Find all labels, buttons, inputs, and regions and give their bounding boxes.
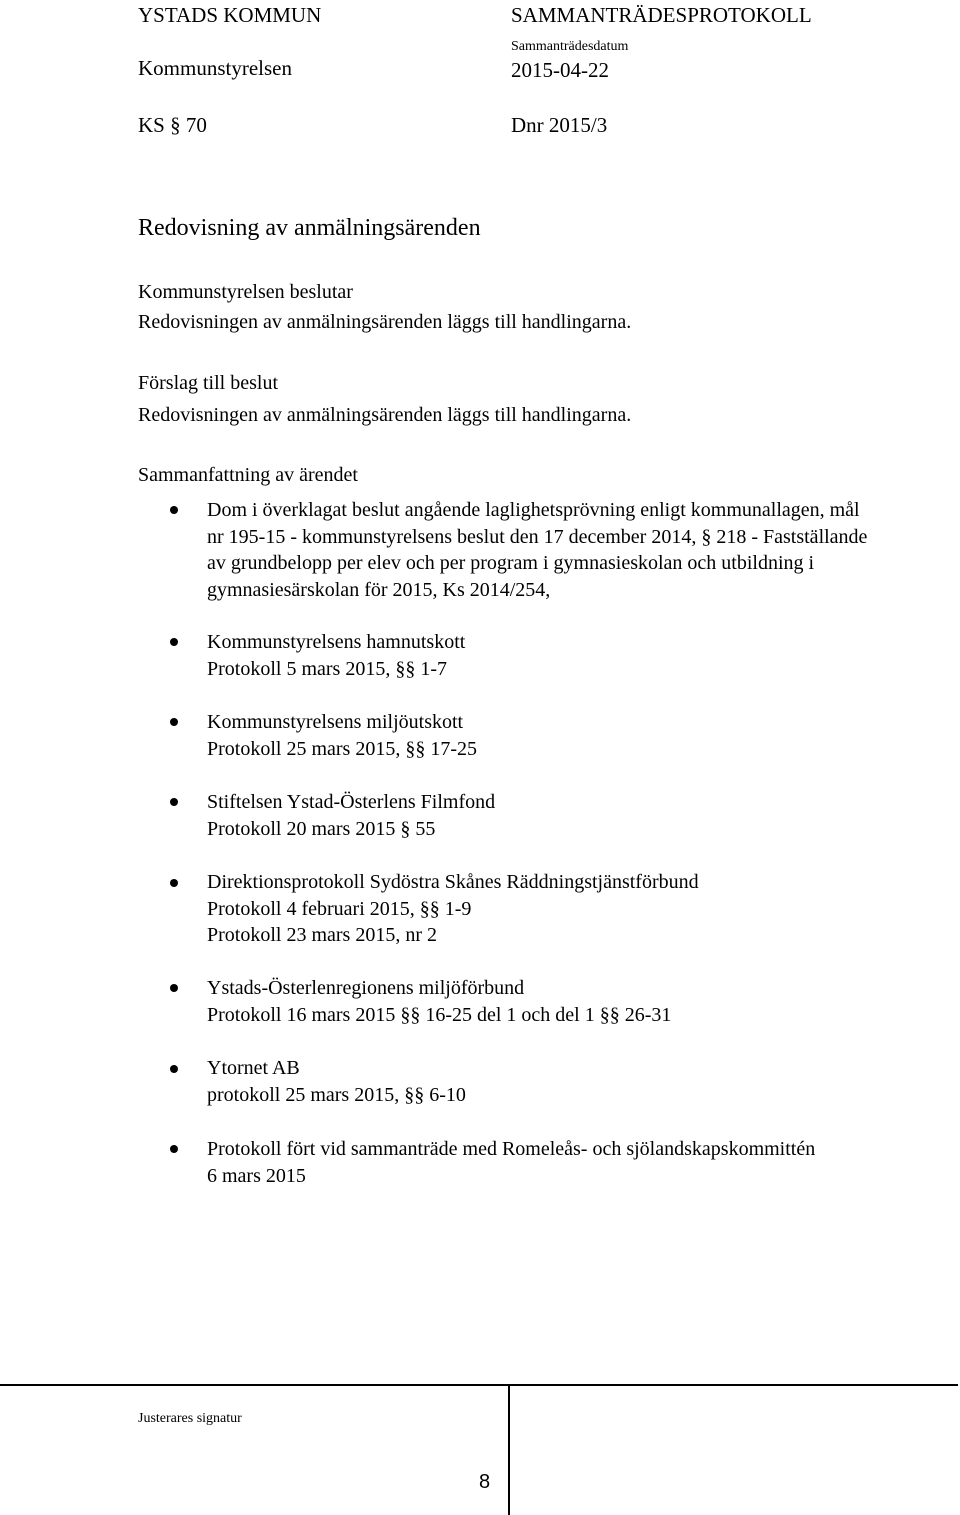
- proposal-heading: Förslag till beslut: [138, 372, 278, 394]
- list-item-line: Dom i överklagat beslut angående laglighetsprövning enligt kommunallagen, mål: [207, 499, 860, 521]
- decision-heading: Kommunstyrelsen beslutar: [138, 281, 353, 303]
- dnr-number: Dnr 2015/3: [511, 113, 608, 137]
- bullet-icon: [170, 638, 178, 646]
- date-label: Sammanträdesdatum: [511, 39, 629, 54]
- list-item-line: protokoll 25 mars 2015, §§ 6-10: [207, 1083, 466, 1106]
- decision-text: Redovisningen av anmälningsärenden läggs till handlingarna.: [138, 311, 632, 333]
- list-item: [207, 869, 957, 949]
- list-item-line: Protokoll 25 mars 2015, §§ 17-25: [207, 737, 477, 760]
- document-type: SAMMANTRÄDESPROTOKOLL: [511, 3, 812, 27]
- list-item-line: Protokoll 4 februari 2015, §§ 1-9: [207, 897, 472, 920]
- summary-heading: Sammanfattning av ärendet: [138, 464, 358, 486]
- signature-label: Justerares signatur: [138, 1411, 242, 1426]
- list-item-line: av grundbelopp per elev och per program i gymnasieskolan och utbildning i: [207, 552, 815, 574]
- list-item-line: nr 195-15 - kommunstyrelsens beslut den 17 december 2014, § 218 - Fastställande: [207, 525, 868, 548]
- list-item: [207, 789, 957, 842]
- page-title: Redovisning av anmälningsärenden: [138, 215, 481, 241]
- list-item-line: 6 mars 2015: [207, 1164, 306, 1187]
- list-item: [207, 975, 957, 1028]
- bullet-icon: [170, 506, 178, 514]
- list-item-line: Protokoll 23 mars 2015, nr 2: [207, 924, 437, 946]
- page-number: 8: [479, 1471, 491, 1493]
- list-item-line: Stiftelsen Ystad-Österlens Filmfond: [207, 791, 496, 813]
- list-item-line: gymnasiesärskolan för 2015, Ks 2014/254,: [207, 578, 551, 601]
- list-item: [207, 709, 957, 762]
- list-item-line: Direktionsprotokoll Sydöstra Skånes Räddningstjänstförbund: [207, 871, 699, 893]
- meeting-date: 2015-04-22: [511, 58, 609, 82]
- list-item-line: Protokoll fört vid sammanträde med Romeleås- och sjölandskapskommittén: [207, 1138, 816, 1160]
- board-name: Kommunstyrelsen: [138, 56, 292, 80]
- bullet-icon: [170, 1065, 178, 1073]
- bullet-icon: [170, 879, 178, 887]
- list-item-line: Protokoll 20 mars 2015 § 55: [207, 817, 436, 840]
- footer-vertical-divider: [508, 1384, 510, 1515]
- bullet-icon: [170, 1145, 178, 1153]
- bullet-icon: [170, 798, 178, 806]
- footer-divider: [0, 1384, 958, 1386]
- list-item-line: Ystads-Österlenregionens miljöförbund: [207, 977, 525, 999]
- list-item-line: Kommunstyrelsens miljöutskott: [207, 711, 464, 733]
- list-item-line: Ytornet AB: [207, 1057, 300, 1079]
- case-number: KS § 70: [138, 113, 207, 137]
- proposal-text: Redovisningen av anmälningsärenden läggs till handlingarna.: [138, 404, 632, 426]
- municipality-name: YSTADS KOMMUN: [138, 3, 322, 27]
- list-item-line: Protokoll 16 mars 2015 §§ 16-25 del 1 och del 1 §§ 26-31: [207, 1003, 672, 1026]
- list-item-line: Kommunstyrelsens hamnutskott: [207, 631, 466, 653]
- list-item: [207, 497, 957, 603]
- list-item: [207, 629, 957, 682]
- bullet-icon: [170, 718, 178, 726]
- list-item: [207, 1055, 957, 1108]
- bullet-icon: [170, 984, 178, 992]
- list-item: [207, 1136, 957, 1189]
- list-item-line: Protokoll 5 mars 2015, §§ 1-7: [207, 657, 447, 680]
